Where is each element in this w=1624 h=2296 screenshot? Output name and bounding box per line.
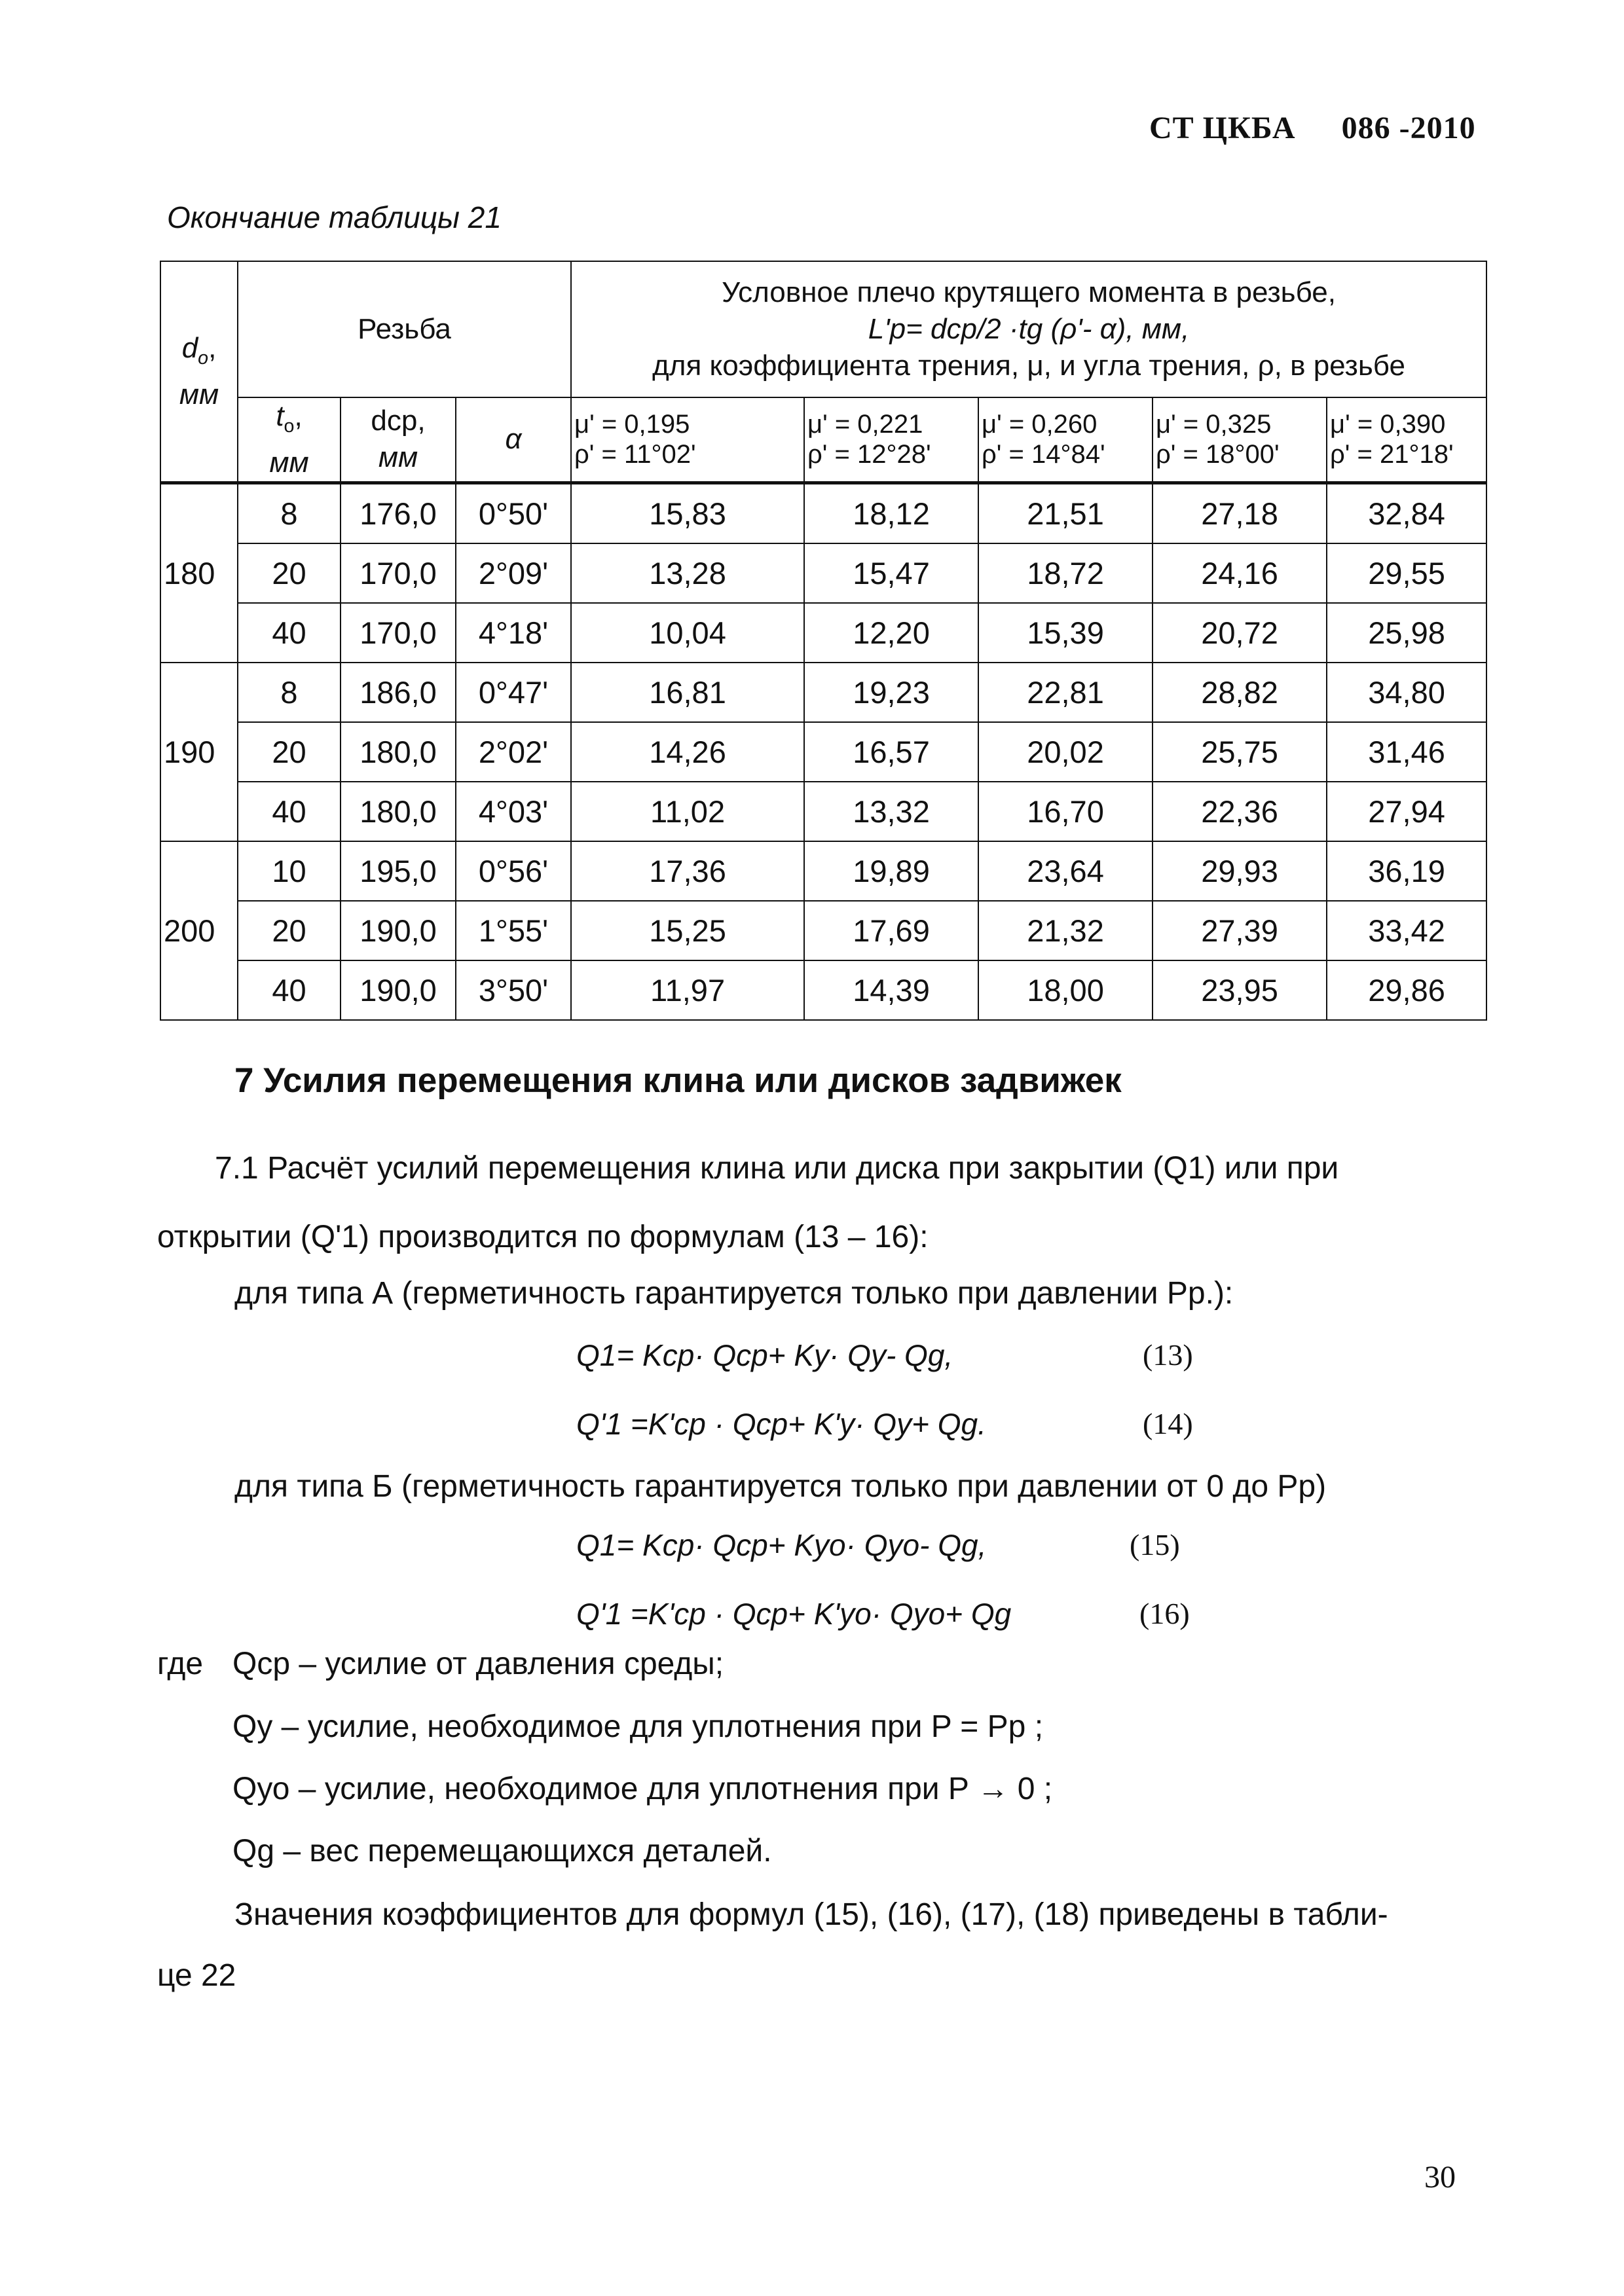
value-cell: 20,72 xyxy=(1153,603,1327,663)
value-cell: 15,83 xyxy=(571,483,804,543)
page-number: 30 xyxy=(1424,2160,1456,2195)
col-mu2-header: μ' = 0,221 ρ' = 12°28' xyxy=(804,397,978,483)
value-cell: 29,55 xyxy=(1327,543,1486,603)
col-mu3-header: μ' = 0,260 ρ' = 14°84' xyxy=(978,397,1153,483)
value-cell: 23,64 xyxy=(978,841,1153,901)
value-cell: 15,25 xyxy=(571,901,804,960)
definition-qcp: Qср – усилие от давления среды; xyxy=(232,1647,724,1681)
col-t0-header: $t_о$, мм xyxy=(238,397,341,483)
value-cell: 17,69 xyxy=(804,901,978,960)
table-row xyxy=(160,483,1486,543)
value-cell: 18,00 xyxy=(978,960,1153,1020)
t0-cell: 40 xyxy=(238,782,341,841)
value-cell: 11,97 xyxy=(571,960,804,1020)
definition-qg: Qg – вес перемещающихся деталей. xyxy=(232,1834,772,1868)
table-row xyxy=(160,722,1486,782)
t0-cell: 40 xyxy=(238,603,341,663)
alpha-cell: 4°18' xyxy=(456,603,571,663)
value-cell: 15,47 xyxy=(804,543,978,603)
value-cell: 34,80 xyxy=(1327,663,1486,722)
col-mu4-header: μ' = 0,325 ρ' = 18°00' xyxy=(1153,397,1327,483)
formula-14: Q'1 =K'ср · Qср+ K'у· Qу+ Qg. xyxy=(576,1407,986,1441)
alpha-cell: 0°56' xyxy=(456,841,571,901)
document-header xyxy=(1149,110,1476,146)
col-mu1-header: μ' = 0,195 ρ' = 11°02' xyxy=(571,397,804,483)
alpha-cell: 2°09' xyxy=(456,543,571,603)
dcp-cell: 186,0 xyxy=(341,663,456,722)
d0-cell: 180 xyxy=(160,483,238,663)
value-cell: 22,36 xyxy=(1153,782,1327,841)
value-cell: 33,42 xyxy=(1327,901,1486,960)
paragraph-7-1-line1: 7.1 Расчёт усилий перемещения клина или диска при закрытии (Q1) или при xyxy=(215,1151,1339,1186)
value-cell: 27,18 xyxy=(1153,483,1327,543)
section-title: 7 Усилия перемещения клина или дисков задвижек xyxy=(234,1061,1122,1100)
alpha-cell: 2°02' xyxy=(456,722,571,782)
alpha-cell: 0°50' xyxy=(456,483,571,543)
final-paragraph-line2: це 22 xyxy=(157,1958,236,1993)
dcp-cell: 190,0 xyxy=(341,901,456,960)
value-cell: 13,32 xyxy=(804,782,978,841)
formula-16: Q'1 =K'ср · Qср+ K'уо· Qуо+ Qg xyxy=(576,1597,1012,1631)
moment-formula: L'p= dср/2 ·tg (ρ'- α), мм, xyxy=(868,313,1190,345)
table-row xyxy=(160,901,1486,960)
value-cell: 31,46 xyxy=(1327,722,1486,782)
value-cell: 10,04 xyxy=(571,603,804,663)
header-code: 086 -2010 xyxy=(1341,111,1476,145)
value-cell: 28,82 xyxy=(1153,663,1327,722)
value-cell: 32,84 xyxy=(1327,483,1486,543)
table-row xyxy=(160,960,1486,1020)
value-cell: 16,57 xyxy=(804,722,978,782)
where-label: где xyxy=(157,1647,204,1681)
table-row xyxy=(160,603,1486,663)
value-cell: 29,86 xyxy=(1327,960,1486,1020)
col-alpha-header: α xyxy=(456,397,571,483)
t0-cell: 40 xyxy=(238,960,341,1020)
table-row xyxy=(160,543,1486,603)
dcp-cell: 180,0 xyxy=(341,722,456,782)
dcp-cell: 190,0 xyxy=(341,960,456,1020)
value-cell: 19,23 xyxy=(804,663,978,722)
t0-cell: 20 xyxy=(238,722,341,782)
formula-16-number: (16) xyxy=(1139,1597,1190,1630)
value-cell: 12,20 xyxy=(804,603,978,663)
t0-cell: 20 xyxy=(238,901,341,960)
table-caption: Окончание таблицы 21 xyxy=(167,200,502,234)
value-cell: 25,75 xyxy=(1153,722,1327,782)
value-cell: 27,94 xyxy=(1327,782,1486,841)
table-21 xyxy=(160,261,1487,1021)
value-cell: 29,93 xyxy=(1153,841,1327,901)
formula-15-number: (15) xyxy=(1130,1528,1180,1561)
value-cell: 25,98 xyxy=(1327,603,1486,663)
final-paragraph-line1: Значения коэффициентов для формул (15), (16), (17), (18) приведены в табли- xyxy=(234,1897,1388,1932)
value-cell: 27,39 xyxy=(1153,901,1327,960)
value-cell: 22,81 xyxy=(978,663,1153,722)
col-moment-header: Условное плечо крутящего момента в резьбе, L'p= dср/2 ·tg (ρ'- α), мм, для коэффициента трения, μ, и угла трения, ρ, в резьбе xyxy=(571,261,1486,397)
formula-14-number: (14) xyxy=(1143,1407,1193,1440)
table-row xyxy=(160,663,1486,722)
alpha-cell: 3°50' xyxy=(456,960,571,1020)
type-b-text: для типа Б (герметичность гарантируется только при давлении от 0 до Pр) xyxy=(234,1469,1327,1504)
value-cell: 18,12 xyxy=(804,483,978,543)
paragraph-7-1-line2: открытии (Q'1) производится по формулам (13 – 16): xyxy=(157,1220,929,1254)
value-cell: 23,95 xyxy=(1153,960,1327,1020)
t0-cell: 8 xyxy=(238,483,341,543)
t0-cell: 8 xyxy=(238,663,341,722)
value-cell: 18,72 xyxy=(978,543,1153,603)
d0-cell: 190 xyxy=(160,663,238,841)
formula-15: Q1= Kср· Qср+ Kуо· Qуо- Qg, xyxy=(576,1528,987,1562)
value-cell: 13,28 xyxy=(571,543,804,603)
formula-13-number: (13) xyxy=(1143,1338,1193,1372)
value-cell: 20,02 xyxy=(978,722,1153,782)
col-d0-header: $d_о$, мм xyxy=(160,261,238,483)
alpha-cell: 1°55' xyxy=(456,901,571,960)
value-cell: 21,51 xyxy=(978,483,1153,543)
alpha-cell: 0°47' xyxy=(456,663,571,722)
value-cell: 24,16 xyxy=(1153,543,1327,603)
value-cell: 14,39 xyxy=(804,960,978,1020)
dcp-cell: 180,0 xyxy=(341,782,456,841)
value-cell: 15,39 xyxy=(978,603,1153,663)
table-row xyxy=(160,841,1486,901)
type-a-text: для типа А (герметичность гарантируется только при давлении Pр.): xyxy=(234,1276,1234,1311)
value-cell: 11,02 xyxy=(571,782,804,841)
formula-13: Q1= Kср· Qср+ Kу· Qу- Qg, xyxy=(576,1338,953,1372)
col-thread-header: Резьба xyxy=(238,261,571,397)
t0-cell: 10 xyxy=(238,841,341,901)
definition-qyo: Qуо – усилие, необходимое для уплотнения при P → 0 ; xyxy=(232,1772,1053,1806)
value-cell: 36,19 xyxy=(1327,841,1486,901)
value-cell: 14,26 xyxy=(571,722,804,782)
dcp-cell: 170,0 xyxy=(341,543,456,603)
d0-cell: 200 xyxy=(160,841,238,1020)
col-mu5-header: μ' = 0,390 ρ' = 21°18' xyxy=(1327,397,1486,483)
t0-cell: 20 xyxy=(238,543,341,603)
dcp-cell: 176,0 xyxy=(341,483,456,543)
value-cell: 16,81 xyxy=(571,663,804,722)
alpha-cell: 4°03' xyxy=(456,782,571,841)
table-row xyxy=(160,782,1486,841)
value-cell: 19,89 xyxy=(804,841,978,901)
definition-qy: Qу – усилие, необходимое для уплотнения при P = Pр ; xyxy=(232,1709,1044,1744)
header-org: СТ ЦКБА xyxy=(1149,111,1296,145)
value-cell: 17,36 xyxy=(571,841,804,901)
dcp-cell: 195,0 xyxy=(341,841,456,901)
value-cell: 21,32 xyxy=(978,901,1153,960)
value-cell: 16,70 xyxy=(978,782,1153,841)
dcp-cell: 170,0 xyxy=(341,603,456,663)
col-dcp-header: dср, мм xyxy=(341,397,456,483)
